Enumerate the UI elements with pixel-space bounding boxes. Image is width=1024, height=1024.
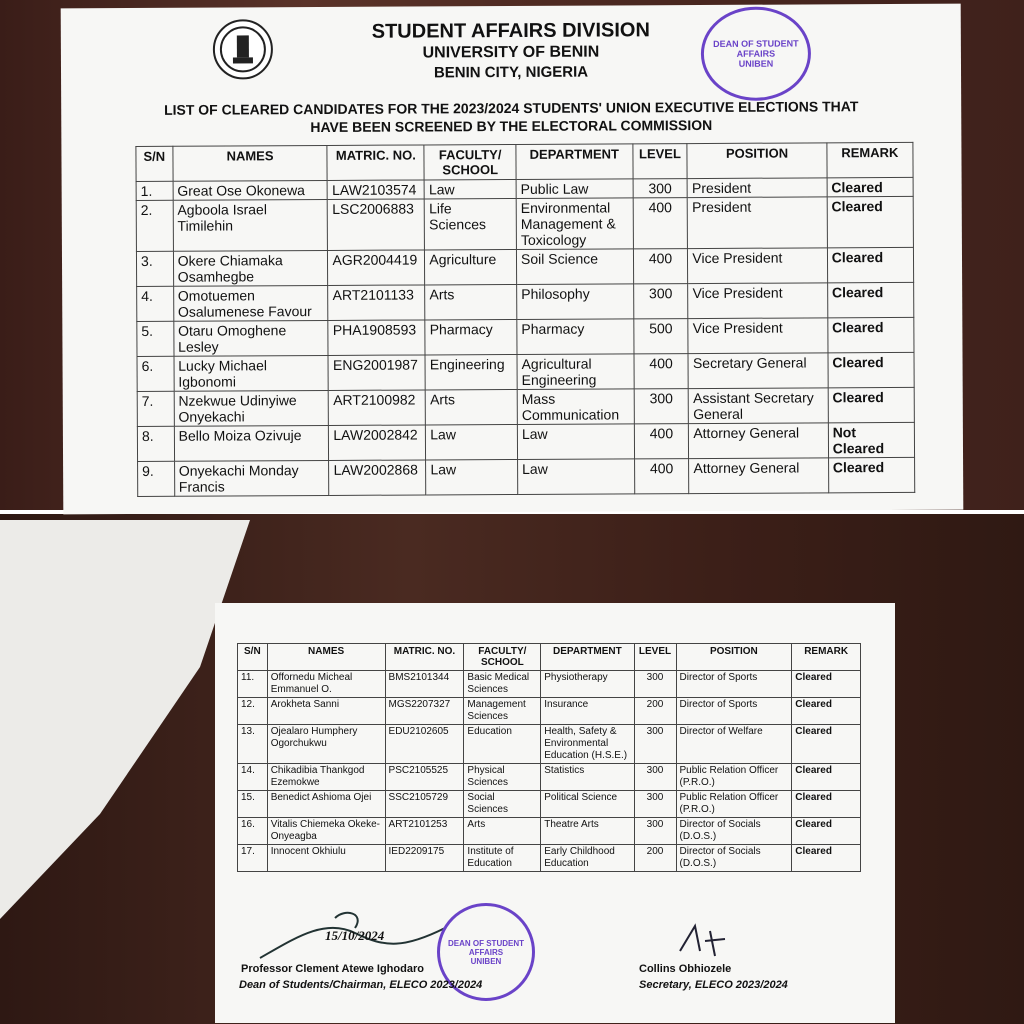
cell-remark: Cleared	[792, 791, 861, 818]
cell-matric: LAW2002868	[329, 460, 426, 496]
cell-name: Agboola Israel Timilehin	[173, 199, 328, 251]
table-row	[238, 818, 861, 845]
cell-faculty: Basic Medical Sciences	[464, 671, 541, 698]
cell-faculty: Pharmacy	[425, 319, 517, 354]
candidates-table-page1	[135, 142, 915, 497]
cell-position: Attorney General	[689, 423, 829, 459]
cell-level: 300	[634, 764, 676, 791]
signatory-left-name: Professor Clement Atewe Ighodaro	[241, 963, 424, 975]
cell-level: 300	[633, 284, 688, 319]
cell-faculty: Institute of Education	[464, 845, 541, 872]
cell-level: 400	[633, 249, 688, 284]
list-title-line2: HAVE BEEN SCREENED BY THE ELECTORAL COMMISSION	[310, 116, 713, 136]
cell-level: 300	[634, 671, 676, 698]
cell-name: Vitalis Chiemeka Okeke-Onyeagba	[267, 818, 385, 845]
cell-sn: 16.	[238, 818, 268, 845]
cell-position: Attorney General	[689, 458, 829, 494]
cell-sn: 11.	[238, 671, 268, 698]
cell-name: Lucky Michael Igbonomi	[174, 355, 329, 391]
cell-remark: Cleared	[827, 196, 914, 247]
cell-name: Arokheta Sanni	[267, 698, 385, 725]
city: BENIN CITY, NIGERIA	[433, 63, 589, 82]
cell-matric: ART2101133	[328, 285, 425, 321]
dean-stamp-page2: DEAN OF STUDENT AFFAIRS UNIBEN	[437, 903, 535, 1001]
cell-department: Early Childhood Education	[541, 845, 634, 872]
cell-sn: 2.	[136, 200, 173, 251]
cell-matric: MGS2207327	[385, 698, 464, 725]
cell-department: Pharmacy	[517, 319, 634, 355]
cell-position: Director of Sports	[676, 671, 792, 698]
cell-name: Nzekwue Udinyiwe Onyekachi	[174, 390, 329, 426]
cell-faculty: Law	[426, 424, 518, 459]
col-department: DEPARTMENT	[516, 144, 633, 180]
cell-level: 300	[634, 791, 676, 818]
cell-name: Bello Moiza Ozivuje	[174, 425, 329, 461]
cell-name: Innocent Okhiulu	[267, 845, 385, 872]
cell-sn: 6.	[137, 356, 174, 391]
cell-level: 300	[633, 179, 688, 198]
table-row	[238, 698, 861, 725]
signature-date: 15/10/2024	[325, 928, 385, 943]
cell-level: 400	[634, 424, 689, 459]
cell-faculty: Arts	[426, 389, 518, 424]
cell-level: 300	[634, 818, 676, 845]
cell-position: Public Relation Officer (P.R.O.)	[676, 791, 792, 818]
table-row	[137, 422, 914, 461]
dean-stamp: DEAN OF STUDENT AFFAIRS UNIBEN	[701, 6, 811, 101]
col-department: DEPARTMENT	[541, 644, 634, 671]
document-page-2	[215, 603, 895, 1023]
cell-level: 200	[634, 698, 676, 725]
cell-position: President	[688, 197, 828, 249]
cell-matric: SSC2105729	[385, 791, 464, 818]
table-row	[137, 387, 914, 426]
cell-faculty: Social Sciences	[464, 791, 541, 818]
cell-remark: Not Cleared	[828, 422, 914, 457]
cell-remark: Cleared	[828, 317, 914, 352]
cell-department: Philosophy	[517, 284, 634, 320]
cell-position: Vice President	[688, 283, 828, 319]
cell-matric: EDU2102605	[385, 725, 464, 764]
cell-remark: Cleared	[828, 352, 914, 387]
cell-level: 400	[634, 354, 689, 389]
handwritten-signature-right	[675, 921, 735, 966]
cell-name: Chikadibia Thankgod Ezemokwe	[267, 764, 385, 791]
cell-position: Director of Sports	[676, 698, 792, 725]
col-remark: REMARK	[792, 644, 861, 671]
signatory-left-title: Dean of Students/Chairman, ELECO 2023/2024	[239, 979, 483, 991]
col-matric: MATRIC. NO.	[385, 644, 464, 671]
table-row	[137, 282, 914, 321]
table-row	[238, 725, 861, 764]
col-sn: S/N	[136, 146, 173, 181]
university-name: UNIVERSITY OF BENIN	[422, 43, 600, 62]
cell-department: Political Science	[541, 791, 634, 818]
cell-remark: Cleared	[828, 457, 914, 492]
cell-department: Law	[517, 424, 634, 460]
col-sn: S/N	[238, 644, 268, 671]
cell-matric: AGR2004419	[328, 250, 425, 286]
cell-sn: 7.	[137, 391, 174, 426]
cell-faculty: Education	[464, 725, 541, 764]
cell-matric: IED2209175	[385, 845, 464, 872]
cell-remark: Cleared	[827, 282, 913, 317]
cell-sn: 13.	[238, 725, 268, 764]
table-row	[238, 845, 861, 872]
cell-matric: LAW2103574	[328, 180, 425, 200]
cell-remark: Cleared	[792, 764, 861, 791]
cell-faculty: Arts	[425, 284, 517, 319]
cell-department: Health, Safety & Environmental Education (H.S.E.)	[541, 725, 634, 764]
cell-sn: 5.	[137, 321, 174, 356]
cell-position: Director of Socials (D.O.S.)	[676, 845, 792, 872]
cell-faculty: Management Sciences	[464, 698, 541, 725]
cell-faculty: Law	[424, 179, 516, 198]
col-faculty: FACULTY/ SCHOOL	[424, 144, 516, 179]
cell-remark: Cleared	[792, 818, 861, 845]
cell-matric: LSC2006883	[328, 199, 425, 251]
document-page-1	[61, 4, 964, 515]
cell-department: Public Law	[516, 179, 633, 199]
division-title: STUDENT AFFAIRS DIVISION	[371, 19, 650, 43]
cell-position: Assistant Secretary General	[689, 388, 829, 424]
table-row	[238, 671, 861, 698]
cell-remark: Cleared	[792, 671, 861, 698]
cell-sn: 17.	[238, 845, 268, 872]
cell-department: Environmental Management & Toxicology	[516, 198, 633, 250]
cell-department: Law	[518, 459, 635, 495]
table-row	[137, 352, 914, 391]
cell-matric: PHA1908593	[328, 320, 425, 356]
cell-position: President	[687, 178, 826, 198]
col-position: POSITION	[676, 644, 792, 671]
cell-matric: ART2101253	[385, 818, 464, 845]
table-header-row	[238, 644, 861, 671]
cell-level: 400	[633, 198, 688, 249]
cell-faculty: Law	[426, 459, 518, 494]
cell-faculty: Agriculture	[425, 249, 517, 284]
cell-department: Statistics	[541, 764, 634, 791]
cell-name: Onyekachi Monday Francis	[174, 460, 329, 496]
cell-position: Director of Welfare	[676, 725, 792, 764]
cell-position: Vice President	[688, 318, 828, 354]
table-row	[238, 764, 861, 791]
col-position: POSITION	[687, 143, 827, 179]
cell-matric: LAW2002842	[329, 425, 426, 461]
col-level: LEVEL	[633, 144, 688, 179]
cell-name: Omotuemen Osalumenese Favour	[173, 285, 328, 321]
col-names: NAMES	[173, 145, 328, 181]
cell-remark: Cleared	[828, 387, 914, 422]
cell-department: Physiotherapy	[541, 671, 634, 698]
table-row	[136, 196, 913, 251]
cell-name: Okere Chiamaka Osamhegbe	[173, 250, 328, 286]
cell-name: Ojealaro Humphery Ogorchukwu	[267, 725, 385, 764]
cell-remark: Cleared	[792, 698, 861, 725]
cell-sn: 9.	[138, 461, 175, 496]
col-faculty: FACULTY/ SCHOOL	[464, 644, 541, 671]
cell-level: 400	[634, 459, 689, 494]
cell-sn: 15.	[238, 791, 268, 818]
cell-remark: Cleared	[792, 845, 861, 872]
cell-faculty: Engineering	[425, 354, 517, 389]
candidates-table-page2	[237, 643, 861, 872]
col-level: LEVEL	[634, 644, 676, 671]
cell-matric: PSC2105525	[385, 764, 464, 791]
cell-matric: BMS2101344	[385, 671, 464, 698]
cell-name: Otaru Omoghene Lesley	[174, 320, 329, 356]
cell-sn: 1.	[136, 181, 173, 200]
cell-department: Insurance	[541, 698, 634, 725]
col-remark: REMARK	[827, 142, 913, 177]
cell-remark: Cleared	[827, 177, 913, 196]
cell-level: 300	[634, 389, 689, 424]
cell-position: Vice President	[688, 248, 828, 284]
cell-remark: Cleared	[827, 247, 913, 282]
table-row	[238, 791, 861, 818]
cell-sn: 3.	[136, 251, 173, 286]
col-names: NAMES	[267, 644, 385, 671]
cell-faculty: Life Sciences	[425, 198, 517, 249]
cell-position: Secretary General	[688, 353, 828, 389]
cell-department: Agricultural Engineering	[517, 354, 634, 390]
cell-sn: 8.	[137, 426, 174, 461]
cell-department: Mass Communication	[517, 389, 634, 425]
cell-level: 200	[634, 845, 676, 872]
signatory-right-title: Secretary, ELECO 2023/2024	[639, 979, 788, 991]
cell-name: Great Ose Okonewa	[173, 180, 328, 200]
signatory-right-name: Collins Obhiozele	[639, 963, 732, 975]
cell-department: Soil Science	[516, 249, 633, 285]
cell-faculty: Physical Sciences	[464, 764, 541, 791]
cell-level: 500	[633, 319, 688, 354]
cell-faculty: Arts	[464, 818, 541, 845]
list-title-line1: LIST OF CLEARED CANDIDATES FOR THE 2023/2024 STUDENTS' UNION EXECUTIVE ELECTIONS THAT	[164, 98, 859, 118]
cell-sn: 12.	[238, 698, 268, 725]
table-row	[136, 247, 913, 286]
cell-sn: 4.	[137, 286, 174, 321]
table-header-row	[136, 142, 913, 181]
cell-name: Offornedu Micheal Emmanuel O.	[267, 671, 385, 698]
cell-department: Theatre Arts	[541, 818, 634, 845]
table-row	[138, 457, 915, 496]
col-matric: MATRIC. NO.	[327, 145, 424, 181]
cell-level: 300	[634, 725, 676, 764]
cell-position: Public Relation Officer (P.R.O.)	[676, 764, 792, 791]
cell-position: Director of Socials (D.O.S.)	[676, 818, 792, 845]
cell-matric: ENG2001987	[328, 355, 425, 391]
cell-matric: ART2100982	[329, 390, 426, 426]
cell-sn: 14.	[238, 764, 268, 791]
cell-name: Benedict Ashioma Ojei	[267, 791, 385, 818]
cell-remark: Cleared	[792, 725, 861, 764]
table-row	[137, 317, 914, 356]
